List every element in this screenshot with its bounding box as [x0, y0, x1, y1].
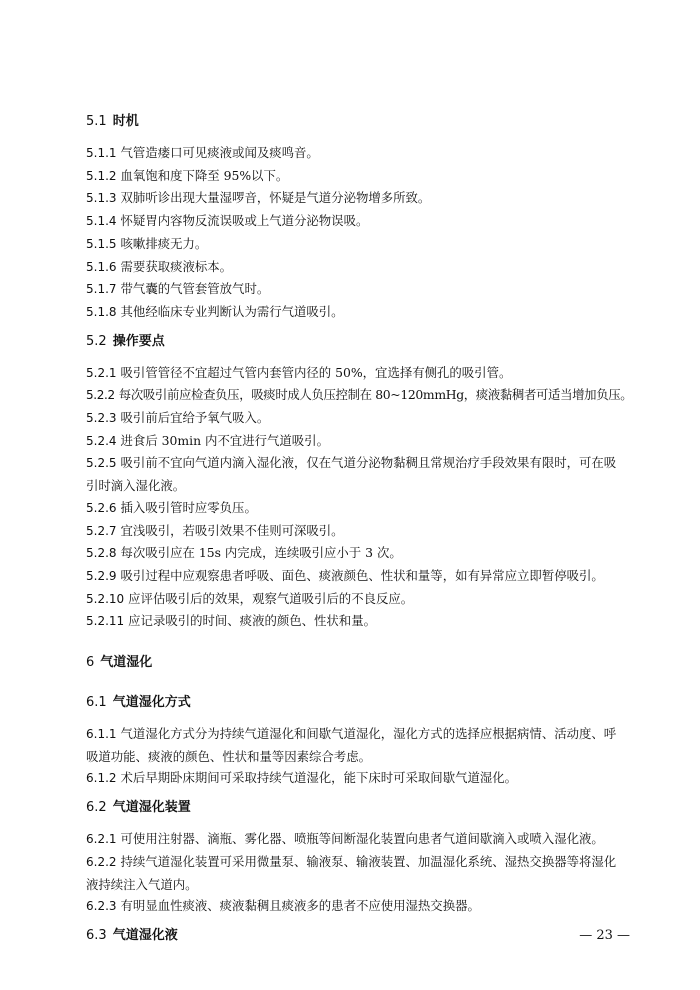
section-list-5-1	[86, 142, 626, 324]
list-item: 5.1.7 带气囊的气管套管放气时。	[86, 281, 270, 297]
list-item: 6.2.3 有明显血性痰液、痰液黏稠且痰液多的患者不应使用湿热交换器。	[86, 898, 480, 914]
list-item: 5.1.2 血氧饱和度下降至 95%以下。	[86, 167, 289, 183]
list-item: 6.2.2 持续气道湿化装置可采用微量泵、输液泵、输液装置、加温湿化系统、湿热交换器等将湿化	[86, 853, 617, 869]
section-heading-5-1: 5.1 时机	[86, 114, 139, 129]
section-heading-6-3: 6.3 气道湿化液	[86, 927, 178, 943]
list-item: 5.2.11 应记录吸引的时间、痰液的颜色、性状和量。	[86, 613, 376, 629]
list-item: 5.2.10 应评估吸引后的效果，观察气道吸引后的不良反应。	[86, 590, 414, 606]
list-item: 6.1.1 气道湿化方式分为持续气道湿化和间歇气道湿化，湿化方式的选择应根据病情、活动度、呼	[86, 726, 617, 742]
list-item: 5.2.1 吸引管管径不宜超过气管内套管内径的 50%，宜选择有侧孔的吸引管。	[86, 364, 512, 380]
list-item: 5.1.3 双肺听诊出现大量湿啰音，怀疑是气道分泌物增多所致。	[86, 190, 431, 206]
list-item: 6.2.1 可使用注射器、滴瓶、雾化器、喷瓶等间断湿化装置向患者气道间歇滴入或喷入湿化液。	[86, 831, 604, 847]
list-item: 5.2.2 每次吸引前应检查负压，吸痰时成人负压控制在 80~120mmHg，痰液黏稠者可适当增加负压。	[86, 387, 633, 403]
section-list-6-2	[86, 828, 626, 918]
list-item-continuation: 液持续注入气道内。	[86, 876, 198, 892]
list-item: 5.2.4 进食后 30min 内不宜进行气道吸引。	[86, 432, 329, 448]
list-item: 5.2.9 吸引过程中应观察患者呼吸、面色、痰液颜色、性状和量等，如有异常应立即暂停吸引。	[86, 567, 604, 583]
list-item: 5.2.3 吸引前后宜给予氧气吸入。	[86, 410, 270, 426]
list-item: 5.1.5 咳嗽排痰无力。	[86, 235, 208, 251]
section-list-6-1	[86, 723, 626, 790]
list-item: 5.1.8 其他经临床专业判断认为需行气道吸引。	[86, 303, 344, 319]
section-list-5-2	[86, 362, 633, 633]
list-item: 5.1.1 气管造瘘口可见痰液或闻及痰鸣音。	[86, 145, 319, 160]
section-heading-6-2: 6.2 气道湿化装置	[86, 800, 191, 816]
list-item: 6.1.2 术后早期卧床期间可采取持续气道湿化，能下床时可采取间歇气道湿化。	[86, 770, 518, 786]
list-item-continuation: 吸道功能、痰液的颜色、性状和量等因素综合考虑。	[86, 748, 371, 764]
list-item: 5.1.6 需要获取痰液标本。	[86, 258, 233, 274]
chapter-heading-6: 6 气道湿化	[86, 655, 153, 671]
list-item: 5.2.7 宜浅吸引，若吸引效果不佳则可深吸引。	[86, 522, 344, 538]
list-item: 5.2.6 插入吸引管时应零负压。	[86, 499, 257, 515]
section-heading-6-1: 6.1 气道湿化方式	[86, 695, 191, 711]
list-item-continuation: 引时滴入湿化液。	[86, 478, 186, 494]
page-number: — 23 —	[579, 928, 630, 943]
list-item: 5.2.5 吸引前不宜向气道内滴入湿化液，仅在气道分泌物黏稠且常规治疗手段效果有限时，可在吸	[86, 455, 617, 471]
list-item: 5.2.8 每次吸引应在 15s 内完成，连续吸引应小于 3 次。	[86, 545, 402, 561]
list-item: 5.1.4 怀疑胃内容物反流误吸或上气道分泌物误吸。	[86, 213, 369, 229]
section-heading-5-2: 5.2 操作要点	[86, 333, 165, 349]
document-page	[86, 112, 633, 946]
